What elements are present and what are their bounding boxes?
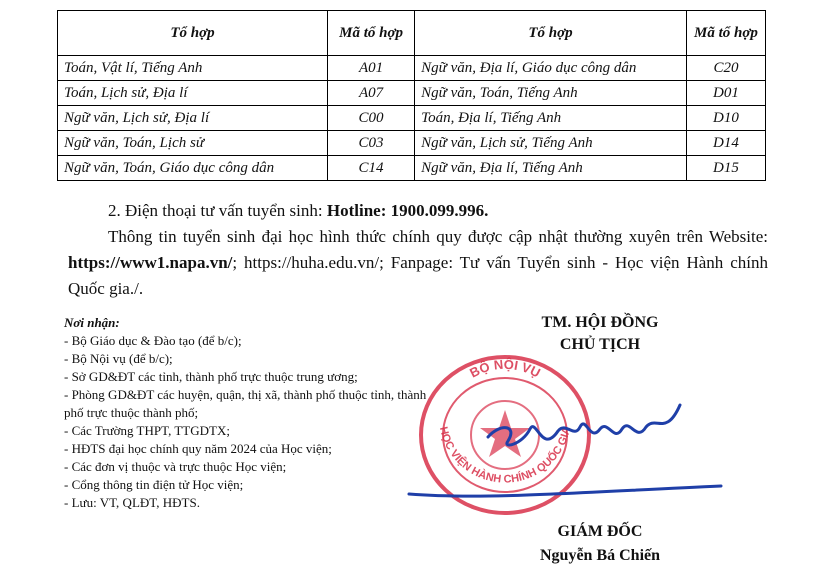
table-row (58, 106, 766, 131)
code-cell: C03 (327, 131, 414, 156)
recipient-item: - Phòng GD&ĐT các huyện, quận, thị xã, thành phố thuộc tỉnh, thành phố trực thuộc thành phố; (64, 387, 427, 420)
combination-cell: Toán, Vật lí, Tiếng Anh (58, 56, 328, 81)
admission-combination-table (57, 10, 766, 181)
header-code: Mã tổ hợp (327, 11, 414, 56)
header-combination: Tổ hợp (58, 11, 328, 56)
combination-cell: Toán, Địa lí, Tiếng Anh (415, 106, 687, 131)
hotline-prefix: 2. Điện thoại tư vấn tuyển sinh: (108, 201, 327, 220)
signer-title: GIÁM ĐỐC (557, 523, 643, 540)
recipient-item: - Các Trường THPT, TTGDTX; (64, 423, 230, 438)
code-cell: D10 (686, 106, 765, 131)
code-cell: A07 (327, 81, 414, 106)
info-text-continued: ; https://huha.edu.vn/; Fanpage: Tư vấn Tuyển sinh - Học viện Hành chính Quốc gia./. (68, 253, 768, 298)
recipients-block (64, 314, 436, 512)
recipient-item: - Bộ Giáo dục & Đào tạo (để b/c); (64, 333, 242, 348)
table-row (58, 156, 766, 181)
info-paragraph (68, 224, 768, 302)
combination-cell: Ngữ văn, Toán, Giáo dục công dân (58, 156, 328, 181)
code-cell: A01 (327, 56, 414, 81)
signer-name: Nguyễn Bá Chiến (539, 547, 661, 564)
stamp-top-text: BỘ NỘI VỤ (467, 356, 543, 381)
code-cell: C20 (686, 56, 765, 81)
recipient-item: - HĐTS đại học chính quy năm 2024 của Học viện; (64, 441, 332, 456)
hotline-paragraph (68, 198, 768, 224)
table-row (58, 131, 766, 156)
signature-underline-icon (405, 478, 725, 508)
code-cell: C14 (327, 156, 414, 181)
website-link[interactable]: https://www1.napa.vn/ (68, 253, 233, 272)
code-cell: D01 (686, 81, 765, 106)
recipient-item: - Lưu: VT, QLĐT, HĐTS. (64, 495, 200, 510)
recipients-title: Nơi nhận: (64, 315, 120, 330)
combination-cell: Ngữ văn, Địa lí, Giáo dục công dân (415, 56, 687, 81)
code-cell: C00 (327, 106, 414, 131)
info-text: Thông tin tuyển sinh đại học hình thức chính quy được cập nhật thường xuyên trên Website: (108, 227, 768, 246)
signer-org: TM. HỘI ĐỒNG (541, 314, 659, 331)
combination-cell: Toán, Lịch sử, Địa lí (58, 81, 328, 106)
header-code: Mã tổ hợp (686, 11, 765, 56)
combination-cell: Ngữ văn, Lịch sử, Địa lí (58, 106, 328, 131)
combination-cell: Ngữ văn, Toán, Tiếng Anh (415, 81, 687, 106)
table-header-row (58, 11, 766, 56)
recipient-item: - Sở GD&ĐT các tỉnh, thành phố trực thuộc trung ương; (64, 369, 358, 384)
combination-cell: Ngữ văn, Địa lí, Tiếng Anh (415, 156, 687, 181)
table-row (58, 56, 766, 81)
stamp-ring-text: HỌC VIỆN HÀNH CHÍNH QUỐC GIA (436, 425, 574, 486)
recipient-item: - Bộ Nội vụ (để b/c); (64, 351, 173, 366)
signer-footer (480, 520, 720, 568)
hotline-number: Hotline: 1900.099.996. (326, 201, 489, 220)
recipient-item: - Cổng thông tin điện tử Học viện; (64, 477, 244, 492)
signer-role: CHỦ TỊCH (559, 336, 641, 353)
code-cell: D15 (686, 156, 765, 181)
table-row (58, 81, 766, 106)
combination-cell: Ngữ văn, Toán, Lịch sử (58, 131, 328, 156)
signature-icon (470, 385, 720, 465)
header-combination: Tổ hợp (415, 11, 687, 56)
combination-cell: Ngữ văn, Lịch sử, Tiếng Anh (415, 131, 687, 156)
recipient-item: - Các đơn vị thuộc và trực thuộc Học viện; (64, 459, 287, 474)
code-cell: D14 (686, 131, 765, 156)
